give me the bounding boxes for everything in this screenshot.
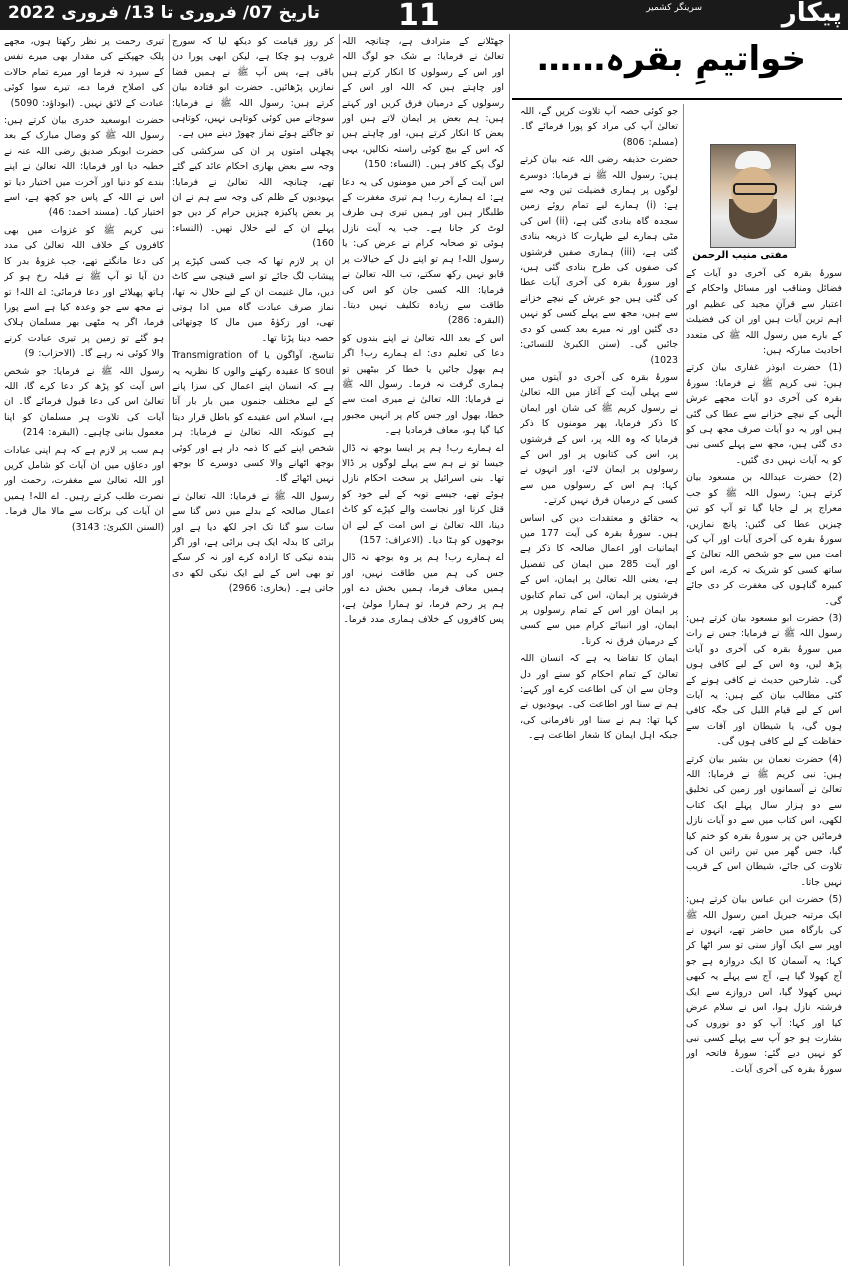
- paragraph: اس آیت کے آخر میں مومنوں کی یہ دعا ہے: اے ہمارے رب! ہم تیری مغفرت کے طلبگار ہیں اور ہمیں تیری ہی طرف لوٹ کر جانا ہے۔ جب یہ آیت نازل ہوئی تو صحابہ کرام نے عرض کی: یا رسول اللہ! ہم تو اپنے دل کے خیالات پر قابو نہیں رکھ سکتے، تب اللہ تعالیٰ نے فرمایا: اللہ کسی جان کو اس کی طاقت سے زیادہ تکلیف نہیں دیتا۔ (البقرہ: 286): [342, 176, 504, 327]
- paragraph: (2) حضرت عبداللہ بن مسعود بیان کرتے ہیں: رسول اللہ ﷺ کو جب معراج پر لے جایا گیا تو آپ کو تین چیزیں عطا کی گئیں: پانچ نمازیں، سورۂ بقرہ کی آخری آیات اور آپ کی امت میں سے جو شخص اللہ تعالیٰ کے ساتھ کسی کو شریک نہ کرے، اس کے کبیرہ گناہوں کی مغفرت کر دی جائے گی۔: [686, 472, 842, 607]
- paragraph: رسول اللہ ﷺ نے فرمایا: اللہ تعالیٰ نے اعمال صالحہ کے بدلے میں دس گنا سے سات سو گنا تک اجر لکھ دیا ہے اور برائی کا بدلہ ایک ہی برائی ہے، اور اگر بندہ نیکی کا ارادہ کرے اور نہ کر سکے تو بھی اس کے لیے ایک نیکی لکھ دی جاتی ہے۔ (بخاری: 2966): [172, 490, 334, 595]
- masthead: [512, 2, 842, 28]
- page-number: 11: [398, 0, 440, 33]
- paragraph: اس کے بعد اللہ تعالیٰ نے اپنے بندوں کو دعا کی تعلیم دی: اے ہمارے رب! اگر ہم بھول جائیں یا خطا کر بیٹھیں تو ہماری گرفت نہ فرما۔ رسول اللہ ﷺ نے فرمایا: اللہ تعالیٰ نے میری امت سے خطا، بھول اور جس کام پر انہیں مجبور کیا گیا ہو، معاف فرمادیا ہے۔: [342, 332, 504, 437]
- column-divider: [509, 34, 510, 1266]
- paragraph: سورۂ بقرہ کی آخری دو آیتوں میں سے پہلی آیت کے آغاز میں اللہ تعالیٰ نے رسول کریم ﷺ کی شان اور ایمان کا ذکر فرمایا، پھر مومنوں کا ذکر فرمایا کہ وہ اللہ پر، اس کے فرشتوں پر، اس کی کتابوں پر اور اس کے رسولوں پر ایمان لائے، اور انہوں نے کہا: ہم اس کے رسولوں میں سے کسی کے درمیان فرق نہیں کرتے۔: [520, 371, 678, 507]
- paragraph: کر روز قیامت کو دیکھ لیا کہ سورج غروب ہو چکا ہے، لیکن ابھی پورا دن باقی ہے، پس آپ ﷺ نے ہمیں قضا نمازیں پڑھائیں۔ حضرت ابو قتادہ بیان کرتے ہیں: رسول اللہ ﷺ نے فرمایا: سوجانے میں کوئی کوتاہی نہیں، کوتاہی تو جاگتے ہوئے نماز چھوڑ دینے میں ہے۔: [172, 36, 334, 140]
- paragraph: تناسخ، آواگون یا Transmigration of soul کا عقیدہ رکھنے والوں کا نظریہ یہ ہے کہ انسان اپنے اعمال کی سزا پانے کے لیے مختلف جنموں میں بار بار آتا ہے، اسلام اس عقیدے کو باطل قرار دیتا ہے کیونکہ اللہ تعالیٰ نے فرمایا: ہر شخص اپنے کیے کا ذمہ دار ہے اور کوئی بوجھ اٹھانے والا کسی دوسرے کا بوجھ نہیں اٹھائے گا۔: [172, 350, 334, 485]
- paragraph: ان پر لازم تھا کہ جب کسی کپڑے پر پیشاب لگ جائے تو اسے قینچی سے کاٹ دیں، مال غنیمت ان کے لیے حلال نہ تھا، نماز صرف عبادت گاہ میں ادا ہوتی تھی، اور زکوٰۃ میں مال کا چوتھائی حصہ دینا پڑتا تھا۔: [172, 255, 334, 344]
- article-column-5: [4, 34, 164, 1266]
- paragraph: (3) حضرت ابو مسعود بیان کرتے ہیں: رسول اللہ ﷺ نے فرمایا: جس نے رات میں سورۂ بقرہ کی آخری دو آیات پڑھ لیں، وہ اس کے لیے کافی ہوں گی۔ شارحین حدیث نے کافی ہونے کے کئی مطالب بیان کیے ہیں: یہ آیات اس کے لیے قیام اللیل کی جگہ کافی ہوں گی، یا شیطان اور آفات سے حفاظت کے لیے کافی ہوں گی۔: [686, 612, 842, 748]
- paragraph: جو کوئی حصہ آپ تلاوت کریں گے، اللہ تعالیٰ آپ کی مراد کو پورا فرمائے گا۔ (مسلم: 806): [520, 106, 678, 148]
- paragraph: تیری رحمت پر نظر رکھتا ہوں، مجھے پلک جھپکنے کی مقدار بھی میرے نفس کے سپرد نہ فرما اور میرے تمام حالات کی اصلاح فرما دے، تیرے سوا کوئی عبادت کے لائق نہیں۔ (ابوداؤد: 5090): [4, 36, 164, 109]
- paragraph: (5) حضرت ابن عباس بیان کرتے ہیں: ایک مرتبہ جبریل امین رسول اللہ ﷺ کی بارگاہ میں حاضر تھے، انہوں نے اوپر سے ایک آواز سنی تو سر اٹھا کر کہا: یہ آسمان کا ایک دروازہ ہے جو آج کھولا گیا ہے، آج سے پہلے یہ کبھی نہیں کھولا گیا، اس دروازے سے ایک فرشتہ نازل ہوا، اس نے سلام عرض کیا اور کہا: آپ کو دو نوروں کی بشارت ہو جو آپ سے پہلے کسی نبی کو نہیں دیے گئے: سورۂ فاتحہ اور سورۂ بقرہ کی آخری آیات۔: [686, 894, 842, 1075]
- article-headline: خواتیمِ بقرہ……: [537, 39, 806, 79]
- paragraph: (4) حضرت نعمان بن بشیر بیان کرتے ہیں: نبی کریم ﷺ نے فرمایا: اللہ تعالیٰ نے آسمانوں اور زمین کی تخلیق سے دو ہزار سال پہلے ایک کتاب لکھی، اس کتاب میں سے دو آیات نازل فرمائیں جن پر سورۂ بقرہ کو ختم کیا گیا، جس گھر میں تین راتیں ان کی تلاوت کی جائے، شیطان اس کے قریب نہیں جاتا۔: [686, 753, 842, 888]
- paragraph: (1) حضرت ابوذر غفاری بیان کرتے ہیں: نبی کریم ﷺ نے فرمایا: سورۂ بقرہ کی آخری دو آیات مجھے عرش الٰہی کے نیچے خزانے سے عطا کی گئی ہیں اور یہ دو آیات صرف مجھ ہی کو دی گئی ہیں، مجھ سے پہلے کسی نبی کو یہ آیات نہیں دی گئیں۔: [686, 362, 842, 466]
- paragraph: ایمان کا تقاضا یہ ہے کہ انسان اللہ تعالیٰ کے تمام احکام کو سنے اور دل وجان سے ان کی اطاعت کرے اور کہے: ہم نے سنا اور اطاعت کی۔ یہودیوں نے کہا تھا: ہم نے سنا اور نافرمانی کی، جبکہ اہل ایمان کا شعار اطاعت ہے۔: [520, 653, 678, 742]
- paragraph: اے ہمارے رب! ہم پر وہ بوجھ نہ ڈال جس کی ہم میں طاقت نہیں، اور ہمیں معاف فرما، ہمیں بخش دے اور ہم پر رحم فرما، تو ہمارا مولیٰ ہے، پس کافروں کے خلاف ہماری مدد فرما۔: [342, 552, 504, 626]
- author-name: مفتی منیب الرحمن: [692, 250, 788, 261]
- paragraph: نبی کریم ﷺ کو غزوات میں بھی کافروں کے خلاف اللہ تعالیٰ کی مدد کی دعا مانگتے تھے، جب غزوۂ بدر کا دن آیا تو آپ ﷺ نے قبلہ رخ ہو کر ہاتھ پھیلائے اور دعا فرمائی: اے اللہ! تو نے مجھ سے جو وعدہ کیا ہے اسے پورا فرما، اگر یہ مٹھی بھر مسلمان ہلاک ہو گئے تو زمین پر تیری عبادت کرنے والا کوئی نہ رہے گا۔ (الاحزاب: 9): [4, 224, 164, 360]
- column-divider: [169, 34, 170, 1266]
- paragraph: یہ حقائق و معتقدات دین کی اساس ہیں۔ سورۂ بقرہ کی آیت 177 میں ایمانیات اور اعمال صالحہ کا ذکر ہے اور آیت 285 میں ایمان کی تفصیل ہے، یعنی اللہ تعالیٰ پر ایمان، اس کے فرشتوں پر ایمان، اس کی تمام کتابوں پر ایمان اور اس کے تمام رسولوں پر ایمان، اور انبیائے کرام میں سے کسی کے درمیان فرق نہ کرنا۔: [520, 512, 678, 647]
- article-column-3: [342, 34, 504, 1266]
- issue-date: تاریخ 07/ فروری تا 13/ فروری 2022: [8, 3, 320, 23]
- paragraph: حضرت ابوسعید خدری بیان کرتے ہیں: رسول اللہ ﷺ کو وصال مبارک کے بعد حضرت ابوبکر صدیق رضی اللہ عنہ نے خطبہ دیا اور فرمایا: اللہ تعالیٰ نے اپنے بندے کو دنیا اور آخرت میں اختیار دیا تو اس نے اللہ کے پاس جو کچھ ہے، اسے اختیار کیا۔ (مسند احمد: 46): [4, 115, 164, 219]
- masthead-subtitle: سرینگر کشمیر: [646, 3, 702, 13]
- author-photo: [710, 144, 796, 248]
- photo-glasses-shape: [733, 183, 777, 195]
- paragraph: رسول اللہ ﷺ نے فرمایا: جو شخص اس آیت کو پڑھ کر دعا کرے گا، اللہ تعالیٰ اس کی دعا قبول فرمائے گا۔ ان آیات کی تلاوت ہر مسلمان کو اپنا معمول بنانی چاہیے۔ (البقرہ: 214): [4, 365, 164, 439]
- paragraph: پچھلی امتوں پر ان کی سرکشی کی وجہ سے بعض بھاری احکام عائد کیے گئے تھے، چنانچہ اللہ تعالیٰ نے فرمایا: یہودیوں کے ظلم کی وجہ سے ہم نے ان پر بعض پاکیزہ چیزیں حرام کر دیں جو پہلے ان کے لیے حلال تھیں۔ (النساء: 160): [172, 145, 334, 250]
- paragraph: جھٹلانے کے مترادف ہے، چنانچہ اللہ تعالیٰ نے فرمایا: بے شک جو لوگ اللہ اور اس کے رسولوں کا انکار کرتے ہیں اور چاہتے ہیں کہ اللہ اور اس کے رسولوں کے درمیان فرق کریں اور کہتے ہیں: ہم بعض پر ایمان لاتے ہیں اور بعض کا انکار کرتے ہیں، اور چاہتے ہیں کہ اس کے بیچ کوئی راستہ نکالیں، یہی لوگ پکے کافر ہیں۔ (النساء: 150): [342, 36, 504, 171]
- article-column-1: [686, 266, 842, 1266]
- masthead-logo: پیکار: [781, 0, 842, 28]
- column-divider: [683, 104, 684, 1266]
- header-bar: [0, 0, 848, 33]
- paragraph: اے ہمارے رب! ہم پر ایسا بوجھ نہ ڈال جیسا تو نے ہم سے پہلے لوگوں پر ڈالا تھا۔ بنی اسرائیل پر سخت احکام نازل ہوئے تھے، جیسے توبہ کے لیے خود کو قتل کرنا اور نجاست والے کپڑے کو کاٹ دینا، اللہ تعالیٰ نے اس امت کے لیے ان بوجھوں کو ہٹا دیا۔ (الاعراف: 157): [342, 442, 504, 546]
- paragraph: ہم سب پر لازم ہے کہ ہم اپنی عبادات اور دعاؤں میں ان آیات کو شامل کریں اور اللہ تعالیٰ سے مغفرت، رحمت اور نصرت طلب کرتے رہیں۔ اے اللہ! ہمیں ان آیات کی برکات سے مالا مال فرما۔ (السنن الکبریٰ: 3143): [4, 444, 164, 533]
- headline-box: [512, 34, 842, 100]
- article-column-4: [172, 34, 334, 1266]
- paragraph: حضرت حذیفہ رضی اللہ عنہ بیان کرتے ہیں: رسول اللہ ﷺ نے فرمایا: دوسرے لوگوں پر ہماری فضیلت تین وجہ سے ہے: (i) ہمارے لیے تمام روئے زمین سجدہ گاہ بنادی گئی ہے، (ii) اس کی مٹی ہمارے لیے طہارت کا ذریعہ بنادی گئی ہے، (iii) ہماری صفیں فرشتوں کی صفوں کی طرح بنادی گئی ہیں، اور سورۂ بقرہ کی آخری آیات عطا کی گئی ہیں جو عرش کے نیچے خزانے سے ہیں، مجھ سے پہلے کسی کو نہیں دی گئیں اور نہ میرے بعد کسی کو دی جائیں گی۔ (سنن الکبریٰ للنسائی: 1023): [520, 154, 678, 366]
- paragraph: سورۂ بقرہ کی آخری دو آیات کے فضائل ومناقب اور مسائل واحکام کے اعتبار سے قرآنِ مجید کی عظیم اور اہم ترین آیات ہیں اور ان کی فضیلت کے بارے میں رسول اللہ ﷺ کی متعدد احادیث مبارکہ ہیں:: [686, 268, 842, 357]
- article-column-2: [520, 104, 678, 1266]
- column-divider: [339, 34, 340, 1266]
